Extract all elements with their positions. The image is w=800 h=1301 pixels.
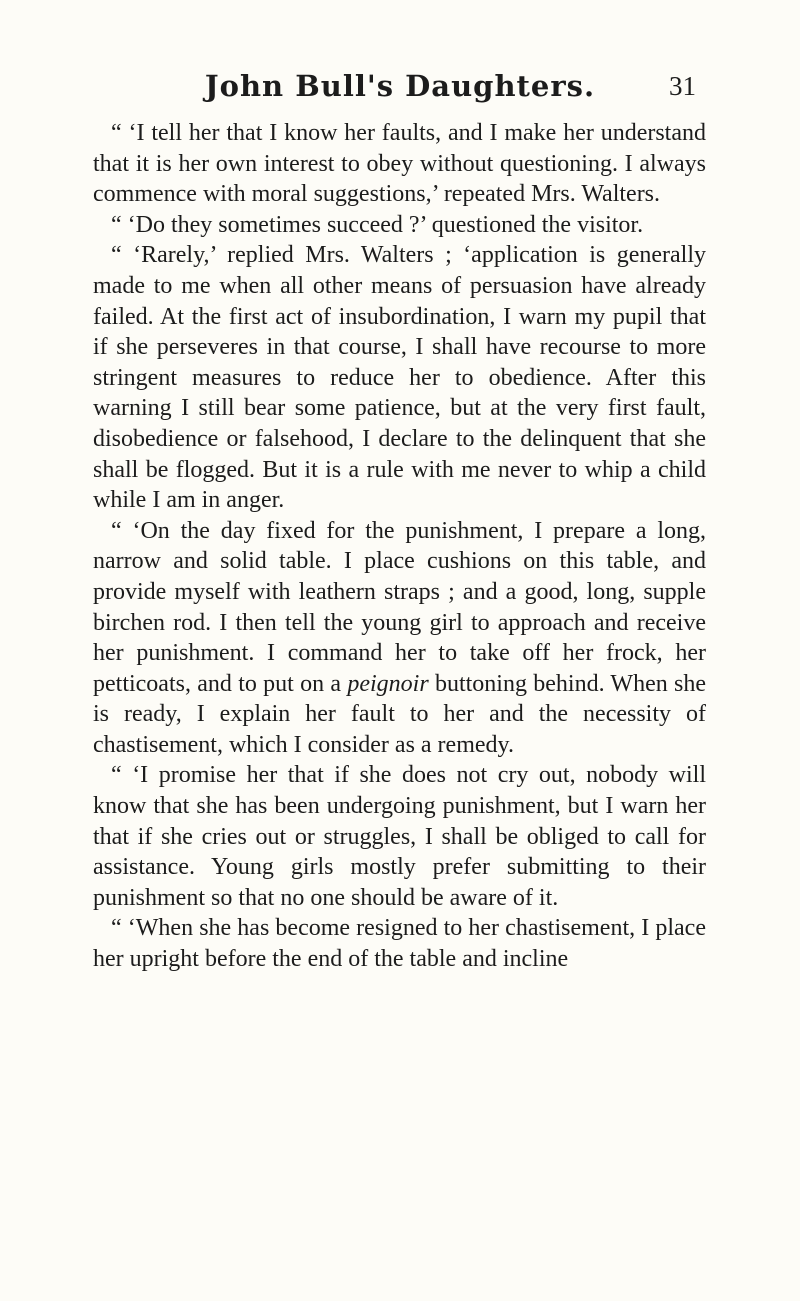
page-number: 31: [669, 71, 696, 101]
italic-word: peignoir: [347, 670, 429, 697]
paragraph-5: “ ‘I promise her that if she does not cry out, nobody will know that she has been undergoing punishment, but I warn her that if she cries out or struggles, I shall be obliged to call for assistance. Young girls mostly prefer submitting to their punishment so that no one should be aware of it.: [93, 762, 706, 911]
paragraph-4-text: “ ‘On the day fixed for the punishment, I prepare a long, narrow and solid table. I place cushions on this table, and provide myself with leathern straps ; and a good, long, supple birchen rod. I then tell the young girl to approach and receive her punishment. I command her to take off her frock, her petticoats, and to put on a: [93, 517, 706, 697]
paragraph-2: “ ‘Do they sometimes succeed ?’ questioned the visitor.: [111, 211, 644, 238]
running-title: John Bull's Daughters.: [204, 69, 596, 103]
paragraph-3: “ ‘Rarely,’ replied Mrs. Walters ; ‘application is generally made to me when all other means of persuasion have already failed. At the first act of insubordination, I warn my pupil that if she perseveres in that course, I shall have recourse to more stringent measures to reduce her to obedience. After this warning I still bear some patience, but at the very first fault, disobedience or falsehood, I declare to the delinquent that she shall be flogged. But it is a rule with me never to whip a child while I am in anger.: [93, 242, 706, 514]
paragraph-6: “ ‘When she has become resigned to her chastisement, I place her upright before the end of the table and incline: [93, 915, 706, 973]
paragraph-4-tail: buttoning behind. When she is ready, I explain her fault to her and the necessity of chastisement, which I consider as a remedy.: [93, 670, 707, 758]
body-text: [93, 118, 706, 975]
paragraph-4: [93, 516, 706, 761]
paragraph-1: “ ‘I tell her that I know her faults, and I make her understand that it is her own interest to obey without questioning. I always commence with moral suggestions,’ repeated Mrs. Walters.: [93, 120, 706, 208]
running-head: [104, 66, 696, 106]
